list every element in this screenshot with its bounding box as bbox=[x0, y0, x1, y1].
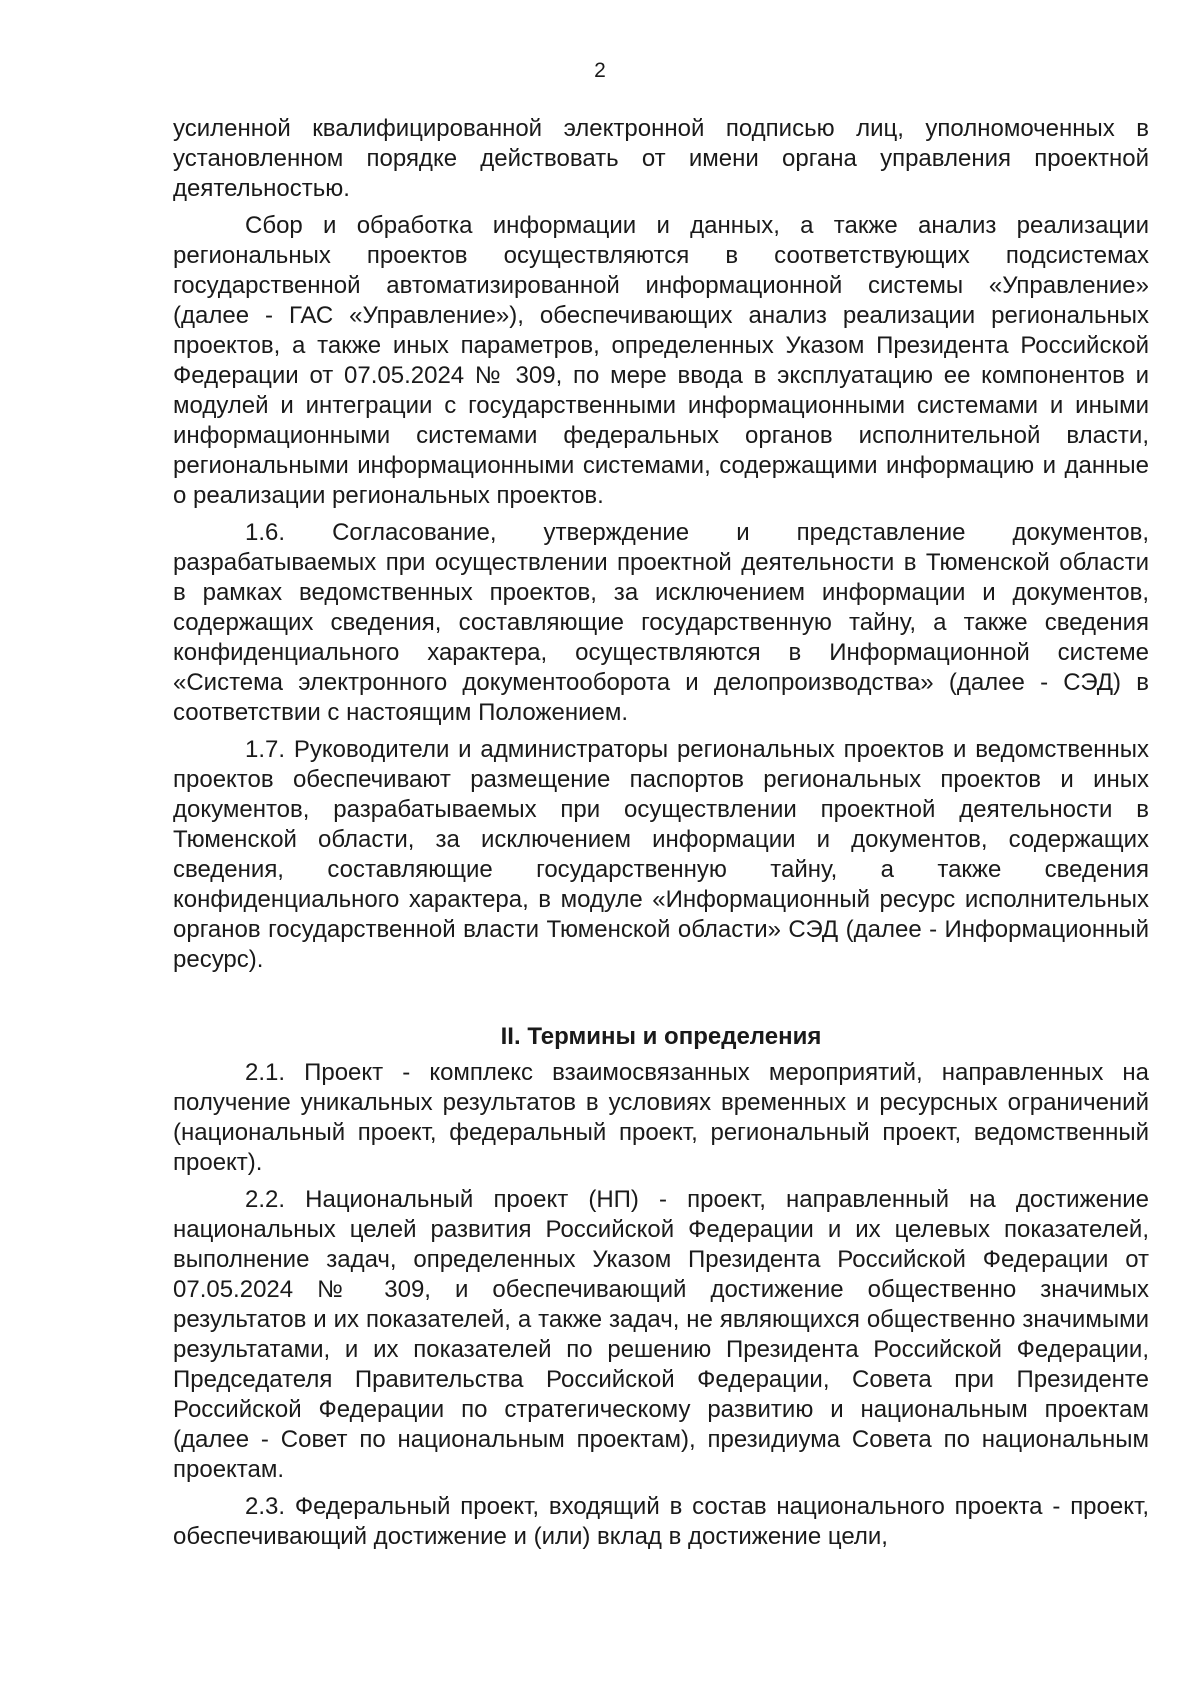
paragraph-1-7: 1.7. Руководители и администраторы региональных проектов и ведомственных проектов обеспечивают размещение паспортов региональных проектов и иных документов, разрабатываемых при осуществлении проектной деятельности в Тюменской области, за исключением информации и документов, содержащих сведения, составляющие государственную тайну, а также сведения конфиденциального характера, в модуле «Информационный ресурс исполнительных органов государственной власти Тюменской области» СЭД (далее - Информационный ресурс). bbox=[173, 736, 1149, 973]
document-body bbox=[173, 114, 1149, 1559]
paragraph-2-1: 2.1. Проект - комплекс взаимосвязанных мероприятий, направленных на получение уникальных результатов в условиях временных и ресурсных ограничений (национальный проект, федеральный проект, региональный проект, ведомственный проект). bbox=[173, 1059, 1149, 1176]
paragraph-data-collection: Сбор и обработка информации и данных, а также анализ реализации региональных проектов осуществляются в соответствующих подсистемах государственной автоматизированной информационной системы «Управление» (далее - ГАС «Управление»), обеспечивающих анализ реализации региональных проектов, а также иных параметров, определенных Указом Президента Российской Федерации от 07.05.2024 № 309, по мере ввода в эксплуатацию ее компонентов и модулей и интеграции с государственными информационными системами и иными информационными системами федеральных органов исполнительной власти, региональными информационными системами, содержащими информацию и данные о реализации региональных проектов. bbox=[173, 212, 1149, 509]
paragraph-2-3: 2.3. Федеральный проект, входящий в состав национального проекта - проект, обеспечивающий достижение и (или) вклад в достижение цели, bbox=[173, 1493, 1149, 1550]
paragraph-continuation: усиленной квалифицированной электронной подписью лиц, уполномоченных в установленном порядке действовать от имени органа управления проектной деятельностью. bbox=[173, 115, 1149, 202]
paragraph-1-6: 1.6. Согласование, утверждение и представление документов, разрабатываемых при осуществлении проектной деятельности в Тюменской области в рамках ведомственных проектов, за исключением информации и документов, содержащих сведения, составляющие государственную тайну, а также сведения конфиденциального характера, осуществляются в Информационной системе «Система электронного документооборота и делопроизводства» (далее - СЭД) в соответствии с настоящим Положением. bbox=[173, 519, 1149, 726]
section-heading-terms: II. Термины и определения bbox=[500, 1023, 822, 1050]
page-number: 2 bbox=[594, 59, 606, 82]
paragraph-2-2: 2.2. Национальный проект (НП) - проект, направленный на достижение национальных целей развития Российской Федерации и их целевых показателей, выполнение задач, определенных Указом Президента Российской Федерации от 07.05.2024 № 309, и обеспечивающий достижение общественно значимых результатов и их показателей, а также задач, не являющихся общественно значимыми результатами, и их показателей по решению Президента Российской Федерации, Председателя Правительства Российской Федерации, Совета при Президенте Российской Федерации по стратегическому развитию и национальным проектам (далее - Совет по национальным проектам), президиума Совета по национальным проектам. bbox=[173, 1186, 1149, 1483]
